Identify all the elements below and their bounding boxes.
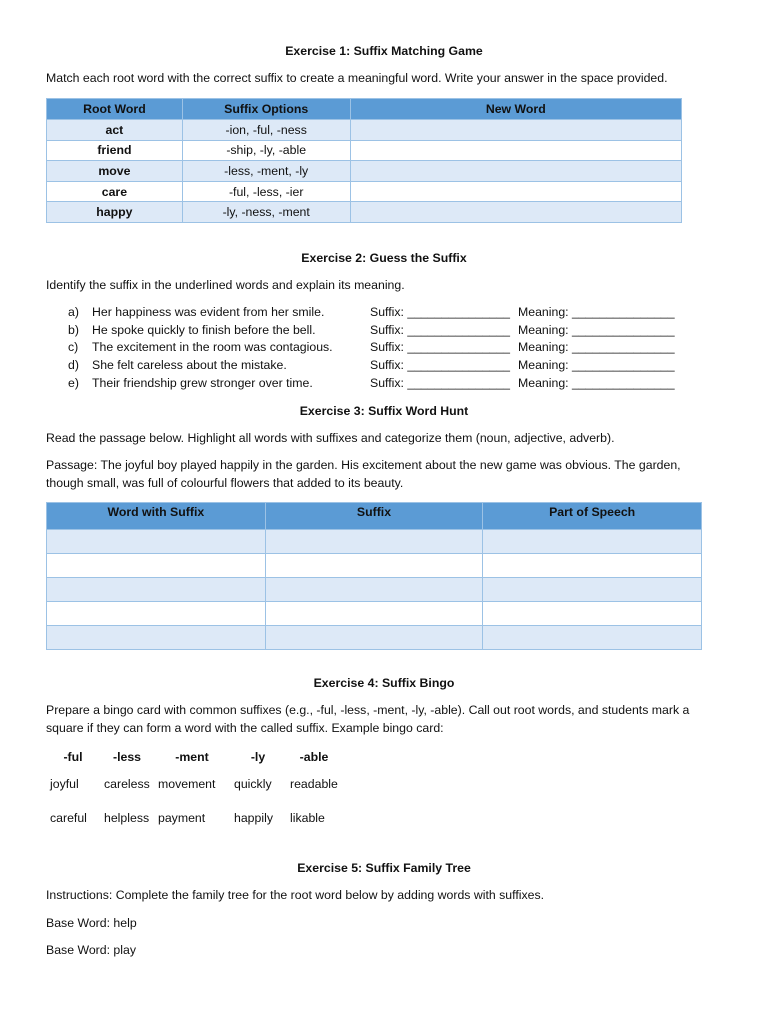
blank-cell[interactable] bbox=[47, 530, 266, 554]
ex3-instructions: Read the passage below. Highlight all words with suffixes and categorize them (noun, adjective, adverb). bbox=[46, 431, 615, 445]
ex1-title: Exercise 1: Suffix Matching Game bbox=[285, 44, 483, 58]
blank-cell[interactable] bbox=[265, 626, 483, 650]
suffix-options: -ful, -less, -ier bbox=[182, 181, 350, 202]
ex5-instructions: Instructions: Complete the family tree for the root word below by adding words with suffixes. bbox=[46, 888, 545, 902]
item-marker: d) bbox=[68, 358, 79, 373]
bingo-header: -less bbox=[112, 750, 142, 764]
new-word-cell[interactable] bbox=[350, 120, 681, 141]
table-row bbox=[47, 530, 702, 554]
ex4-title: Exercise 4: Suffix Bingo bbox=[313, 676, 455, 690]
root-word: move bbox=[47, 161, 183, 182]
blank-cell[interactable] bbox=[483, 626, 702, 650]
blank-cell[interactable] bbox=[47, 626, 266, 650]
ex1-instructions: Match each root word with the correct suffix to create a meaningful word. Write your answer in the space provided. bbox=[46, 71, 668, 85]
item-sentence: Her happiness was evident from her smile. bbox=[92, 305, 325, 319]
ex3-table bbox=[46, 502, 702, 650]
ex1-header-options: Suffix Options bbox=[182, 99, 350, 120]
item-marker: e) bbox=[68, 375, 79, 390]
ex4-instructions: Prepare a bingo card with common suffixes (e.g., -ful, -less, -ment, -ly, -able). Call out root words, and students mark a square if they can form a word with the called suffix. Example bingo card: bbox=[46, 703, 690, 735]
bingo-cell[interactable]: joyful bbox=[50, 776, 79, 791]
table-row bbox=[47, 626, 702, 650]
table-row bbox=[47, 578, 702, 602]
ex2-instructions: Identify the suffix in the underlined words and explain its meaning. bbox=[46, 278, 405, 292]
bingo-header: -ly bbox=[250, 750, 266, 764]
new-word-cell[interactable] bbox=[350, 202, 681, 223]
bingo-cell[interactable]: happily bbox=[234, 810, 273, 825]
ex3-header-word: Word with Suffix bbox=[47, 503, 266, 530]
item-sentence: She felt careless about the mistake. bbox=[92, 358, 287, 373]
meaning-blank[interactable]: Meaning: _______________ bbox=[518, 322, 675, 337]
root-word: care bbox=[47, 181, 183, 202]
item-sentence: He spoke quickly to finish before the bell. bbox=[92, 322, 316, 337]
table-row bbox=[46, 767, 342, 801]
ex1-table bbox=[46, 98, 682, 223]
table-row bbox=[47, 120, 682, 141]
ex1-header-root: Root Word bbox=[47, 99, 183, 120]
meaning-blank[interactable]: Meaning: _______________ bbox=[518, 358, 675, 373]
table-row bbox=[47, 554, 702, 578]
blank-cell[interactable] bbox=[483, 554, 702, 578]
ex5-title: Exercise 5: Suffix Family Tree bbox=[297, 861, 471, 875]
item-marker: a) bbox=[68, 305, 79, 319]
table-row bbox=[47, 181, 682, 202]
blank-cell[interactable] bbox=[47, 578, 266, 602]
blank-cell[interactable] bbox=[265, 602, 483, 626]
meaning-blank[interactable]: Meaning: _______________ bbox=[518, 305, 675, 319]
base-word-play: Base Word: play bbox=[46, 943, 136, 957]
root-word: happy bbox=[47, 202, 183, 223]
item-sentence: Their friendship grew stronger over time. bbox=[92, 375, 313, 390]
new-word-cell[interactable] bbox=[350, 181, 681, 202]
bingo-cell[interactable]: careless bbox=[104, 776, 150, 791]
suffix-blank[interactable]: Suffix: _______________ bbox=[370, 358, 510, 373]
suffix-blank[interactable]: Suffix: _______________ bbox=[370, 375, 510, 390]
base-word-help: Base Word: help bbox=[46, 916, 137, 930]
root-word: friend bbox=[47, 140, 183, 161]
blank-cell[interactable] bbox=[483, 530, 702, 554]
item-marker: c) bbox=[68, 340, 79, 355]
table-row bbox=[47, 602, 702, 626]
table-row bbox=[47, 202, 682, 223]
item-marker: b) bbox=[68, 322, 79, 337]
item-sentence: The excitement in the room was contagious. bbox=[92, 340, 333, 355]
ex3-header-pos: Part of Speech bbox=[483, 503, 702, 530]
new-word-cell[interactable] bbox=[350, 140, 681, 161]
blank-cell[interactable] bbox=[265, 554, 483, 578]
table-row bbox=[46, 801, 342, 835]
bingo-cell[interactable]: careful bbox=[50, 810, 87, 825]
suffix-blank[interactable]: Suffix: _______________ bbox=[370, 340, 510, 355]
bingo-card bbox=[46, 747, 342, 835]
suffix-blank[interactable]: Suffix: _______________ bbox=[370, 305, 510, 319]
suffix-options: -ion, -ful, -ness bbox=[182, 120, 350, 141]
bingo-cell[interactable]: payment bbox=[158, 810, 206, 825]
table-row bbox=[47, 161, 682, 182]
bingo-cell[interactable]: movement bbox=[158, 776, 216, 791]
bingo-header: -ful bbox=[63, 750, 83, 764]
bingo-cell[interactable]: quickly bbox=[234, 776, 272, 791]
bingo-cell[interactable]: likable bbox=[290, 810, 325, 825]
ex3-title: Exercise 3: Suffix Word Hunt bbox=[299, 404, 469, 418]
suffix-options: -ship, -ly, -able bbox=[182, 140, 350, 161]
bingo-header: -able bbox=[299, 750, 329, 764]
bingo-cell[interactable]: readable bbox=[290, 776, 338, 791]
suffix-blank[interactable]: Suffix: _______________ bbox=[370, 322, 510, 337]
bingo-cell[interactable]: helpless bbox=[104, 810, 150, 825]
ex1-header-new: New Word bbox=[350, 99, 681, 120]
blank-cell[interactable] bbox=[483, 578, 702, 602]
blank-cell[interactable] bbox=[265, 530, 483, 554]
blank-cell[interactable] bbox=[47, 602, 266, 626]
table-row bbox=[47, 140, 682, 161]
bingo-header: -ment bbox=[175, 750, 209, 764]
ex3-header-suffix: Suffix bbox=[265, 503, 483, 530]
blank-cell[interactable] bbox=[47, 554, 266, 578]
ex3-passage: Passage: The joyful boy played happily in the garden. His excitement about the new game was obvious. The garden, though small, was full of colourful flowers that added to its beauty. bbox=[46, 458, 681, 490]
blank-cell[interactable] bbox=[483, 602, 702, 626]
suffix-options: -ly, -ness, -ment bbox=[182, 202, 350, 223]
meaning-blank[interactable]: Meaning: _______________ bbox=[518, 340, 675, 355]
root-word: act bbox=[47, 120, 183, 141]
ex2-title: Exercise 2: Guess the Suffix bbox=[301, 251, 467, 265]
blank-cell[interactable] bbox=[265, 578, 483, 602]
suffix-options: -less, -ment, -ly bbox=[182, 161, 350, 182]
meaning-blank[interactable]: Meaning: _______________ bbox=[518, 375, 675, 390]
new-word-cell[interactable] bbox=[350, 161, 681, 182]
